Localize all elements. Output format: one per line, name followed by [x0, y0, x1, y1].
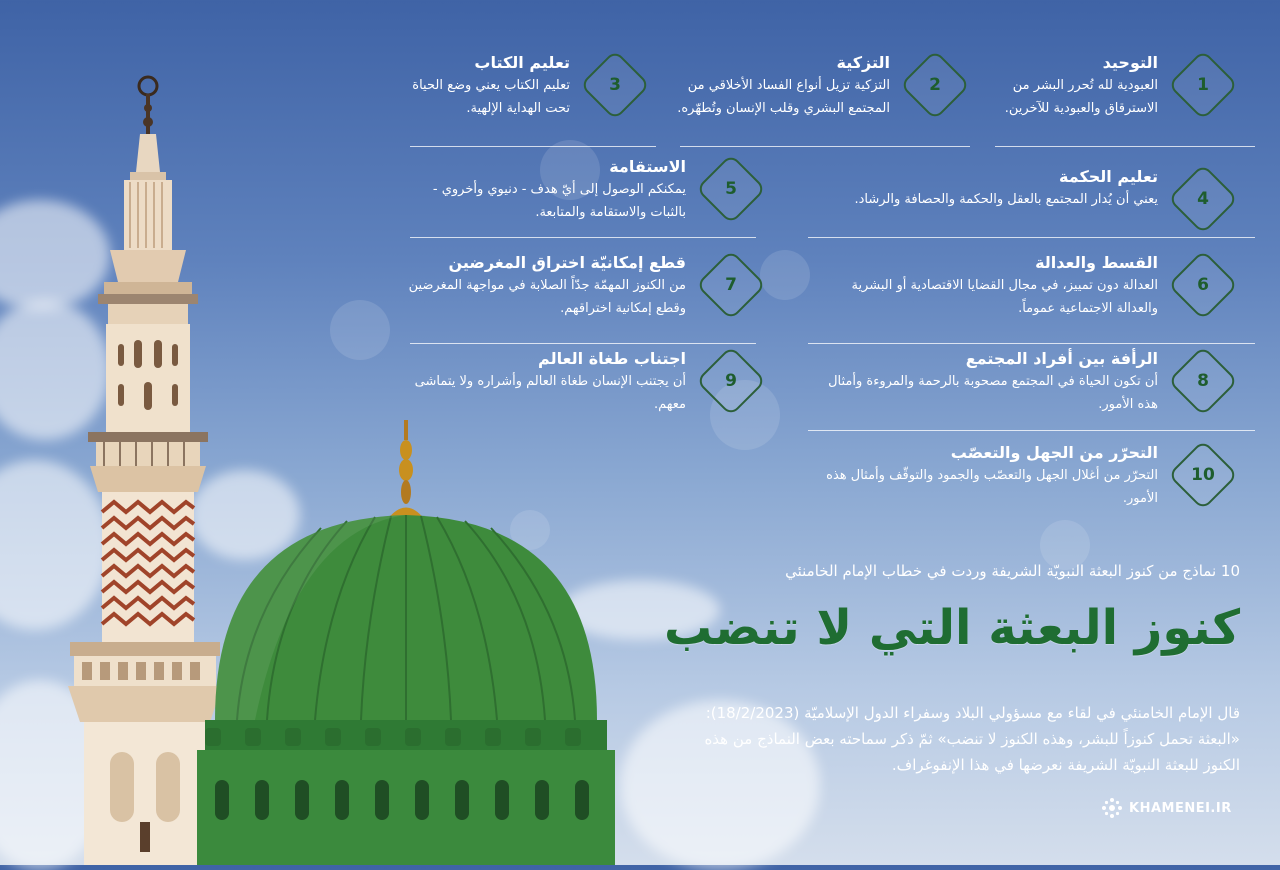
item-number: 10: [1191, 465, 1215, 485]
item-number: 4: [1197, 189, 1209, 209]
item-title: التزكية: [836, 53, 890, 72]
item-title: تعليم الحكمة: [1059, 167, 1158, 186]
item-title: قطع إمكانيّة اختراق المغرضين: [448, 253, 686, 272]
divider: [808, 343, 1255, 344]
list-item: [808, 348, 1228, 416]
list-item: [406, 348, 756, 416]
item-text: أن تكون الحياة في المجتمع مصحوبة بالرحمة والمروءة وأمثال هذه الأمور.: [828, 374, 1158, 412]
divider: [410, 237, 756, 238]
intro-paragraph: قال الإمام الخامنئي في لقاء مع مسؤولي البلاد وسفراء الدول الإسلاميّة (18/2/2023): «البعثة تحمل كنوزاً للبشر، وهذه الكنوز لا تنضب» ثمّ ذكر سماحته بعض النماذج من هذه الكنوز للبعثة النبويّة الشريفة نعرضها في هذا الإنفوغراف.: [704, 704, 1240, 774]
list-item: [808, 252, 1228, 320]
item-title: التوحيد: [1102, 53, 1158, 72]
subtitle: 10 نماذج من كنوز البعثة النبويّة الشريفة وردت في خطاب الإمام الخامنئي: [785, 562, 1240, 580]
item-number: 3: [609, 75, 621, 95]
item-title: الرأفة بين أفراد المجتمع: [965, 349, 1158, 368]
item-number: 8: [1197, 371, 1209, 391]
list-item: [670, 52, 960, 120]
divider: [410, 146, 656, 147]
divider: [680, 146, 970, 147]
item-title: الاستقامة: [609, 157, 686, 176]
divider: [410, 343, 756, 344]
item-text: العبودية لله تُحرر البشر من الاسترقاق والعبودية للآخرين.: [1004, 78, 1158, 116]
list-item: [406, 156, 756, 224]
item-text: التحرّر من أغلال الجهل والتعصّب والجمود والتوقّف وأمثال هذه الأمور.: [826, 468, 1158, 506]
page-title: كنوز البعثة التي لا تنضب: [663, 600, 1240, 656]
item-number: 6: [1197, 275, 1209, 295]
item-number: 5: [725, 179, 737, 199]
divider: [995, 146, 1255, 147]
item-number: 2: [929, 75, 941, 95]
item-text: تعليم الكتاب يعني وضع الحياة تحت الهداية الإلهية.: [412, 78, 570, 116]
item-number: 7: [725, 275, 737, 295]
item-number: 9: [725, 371, 737, 391]
item-text: يعني أن يُدار المجتمع بالعقل والحكمة والحصافة والرشاد.: [854, 192, 1158, 207]
item-number: 1: [1197, 75, 1209, 95]
list-item: [978, 52, 1228, 120]
item-title: تعليم الكتاب: [474, 53, 570, 72]
green-dome-illustration: [175, 420, 645, 865]
item-title: اجتناب طغاة العالم: [538, 349, 686, 368]
item-text: العدالة دون تمييز، في مجال القضايا الاقتصادية أو البشرية والعدالة الاجتماعية عموماً.: [851, 278, 1158, 316]
list-item: [410, 52, 640, 120]
divider: [808, 237, 1255, 238]
divider: [808, 430, 1255, 431]
logo-emblem-icon: [1101, 797, 1123, 819]
item-text: التزكية تزيل أنواع الفساد الأخلاقي من المجتمع البشري وقلب الإنسان وتُطهّره.: [677, 78, 890, 116]
item-text: أن يجتنب الإنسان طغاة العالم وأشراره ولا يتماشى معهم.: [414, 374, 686, 412]
item-text: من الكنوز المهمّة جدّاً الصلابة في مواجهة المغرضين وقطع إمكانية اختراقهم.: [408, 278, 686, 316]
list-item: [406, 252, 756, 320]
bokeh-light: [760, 250, 810, 300]
item-title: التحرّر من الجهل والتعصّب: [950, 443, 1158, 462]
item-text: يمكنكم الوصول إلى أيّ هدف - دنيوي وأخروي - بالثبات والاستقامة والمتابعة.: [432, 182, 686, 220]
site-logo[interactable]: [1101, 795, 1236, 821]
list-item: [808, 442, 1228, 510]
list-item: [808, 166, 1228, 211]
bokeh-light: [330, 300, 390, 360]
logo-text: KHAMENEI.IR: [1129, 800, 1232, 816]
item-title: القسط والعدالة: [1035, 253, 1158, 272]
